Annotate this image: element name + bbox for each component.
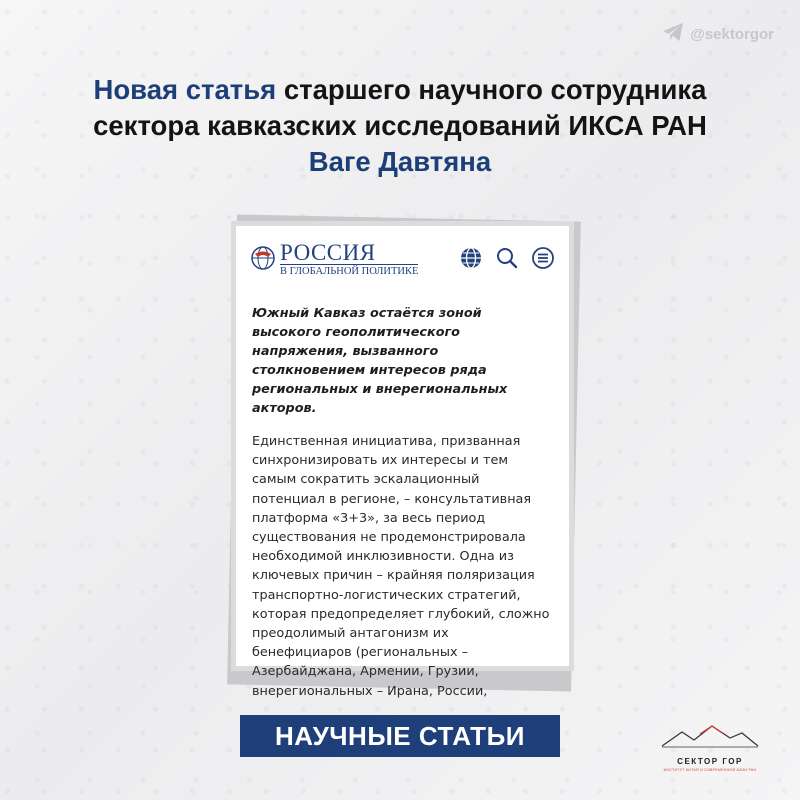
channel-handle-text: @sektorgor xyxy=(690,25,774,43)
telegram-icon xyxy=(662,22,684,46)
brand-name: СЕКТОР ГОР xyxy=(677,757,743,766)
article-screenshot-card xyxy=(236,226,569,699)
channel-handle[interactable] xyxy=(662,22,774,46)
logo-main-text: РОССИЯ xyxy=(280,240,376,265)
category-badge xyxy=(240,715,560,757)
article-content xyxy=(252,304,552,701)
mountain-logo-icon xyxy=(660,722,760,755)
menu-icon[interactable] xyxy=(531,246,555,275)
headline-line1-rest: старшего научного сотрудника xyxy=(283,74,707,105)
headline-accent: Новая статья xyxy=(93,74,277,105)
article-body: Единственная инициатива, призванная синхронизировать их интересы и тем самым сократить эскалационный потенциал в регионе, – консультативная платформа «3+3», за весь период существования не продемонстрировала необходимой инклюзивности. Одна из ключевых причин – крайняя поляризация транспортно-логистических стратегий, которая предопределяет глубокий, сложно преодолимый антагонизм их бенефициаров (региональных – Азербайджана, Армении, Грузии, внерегиональных – Ирана, России, xyxy=(252,434,550,699)
search-icon[interactable] xyxy=(495,246,519,275)
headline-line2: сектора кавказских исследований ИКСА РАН xyxy=(93,110,707,141)
category-badge-label: НАУЧНЫЕ СТАТЬИ xyxy=(275,720,525,751)
globe-icon[interactable] xyxy=(459,246,483,275)
brand-logo xyxy=(655,722,765,782)
brand-subtitle: ИНСТИТУТ КИТАЯ И СОВРЕМЕННОЙ АЗИИ РАН xyxy=(663,768,757,772)
headline-author: Ваге Давтяна xyxy=(308,146,492,177)
logo-sub-text: В ГЛОБАЛЬНОЙ ПОЛИТИКЕ xyxy=(280,266,419,277)
site-header xyxy=(250,240,555,280)
page-headline xyxy=(20,72,780,180)
site-logo[interactable] xyxy=(250,242,418,278)
eagle-emblem-icon xyxy=(250,245,276,276)
article-lead: Южный Кавказ остаётся зоной высокого геополитического напряжения, вызванного столкновением интересов ряда региональных и внерегиональных акторов. xyxy=(252,306,508,416)
